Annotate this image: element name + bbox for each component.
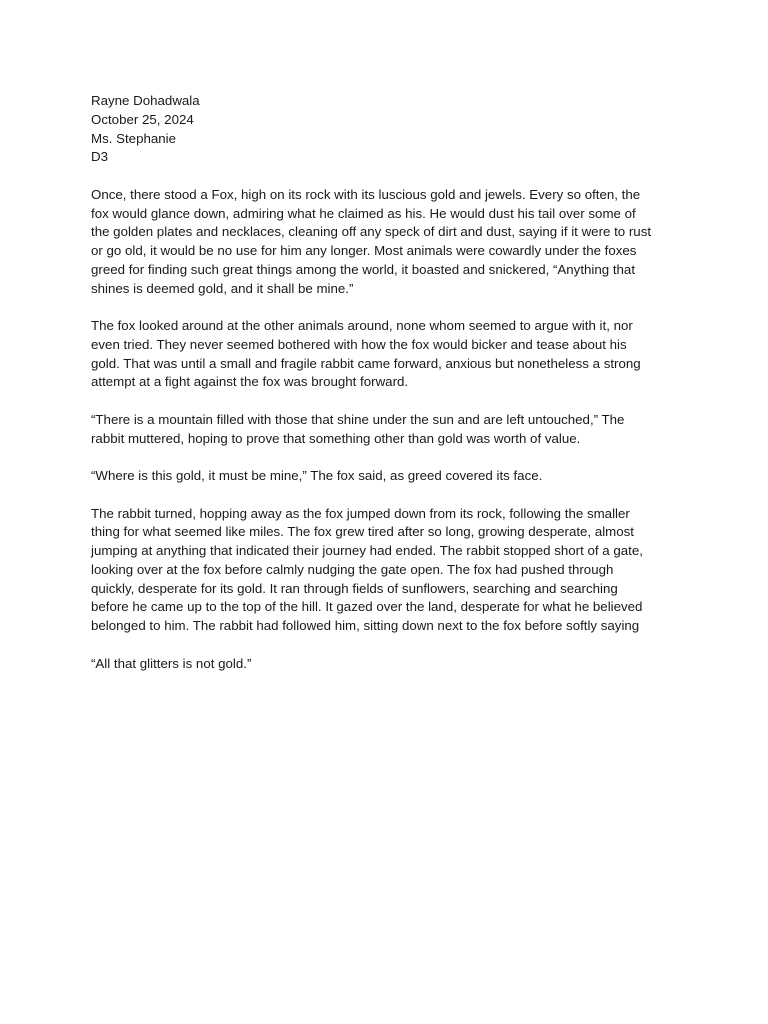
paragraph-1 [91,186,691,299]
text-line: The rabbit turned, hopping away as the fox jumped down from its rock, following the smaller [91,505,630,521]
text-line: The fox looked around at the other animals around, none whom seemed to argue with it, nor [91,318,633,333]
spacer [91,392,691,411]
text-line: the golden plates and necklaces, cleaning off any speck of dirt and dust, saying if it were to rust [91,224,652,240]
document-date: October 25, 2024 [91,111,194,127]
text-line: greed for finding such great things among the world, it boasted and snickered, “Anything that [91,261,636,277]
text-line: quickly, desperate for its gold. It ran through fields of sunflowers, searching and searching [91,580,618,596]
paragraph-6 [91,655,691,674]
text-line: jumping at anything that indicated their journey had ended. The rabbit stopped short of a gate, [91,543,643,558]
text-line: “Where is this gold, it must be mine,” The fox said, as greed covered its face. [91,468,543,483]
text-line: “There is a mountain filled with those that shine under the sun and are left untouched,” The [91,411,625,427]
text-line: thing for what seemed like miles. The fox grew tired after so long, growing desperate, almost [91,524,634,540]
text-line: shines is deemed gold, and it shall be mine.” [91,280,354,296]
paragraph-2 [91,317,691,392]
text-line: attempt at a fight against the fox was brought forward. [91,374,409,390]
text-line: fox would glance down, admiring what he claimed as his. He would dust his tail over some of [91,205,636,221]
class-period: D3 [91,149,108,165]
text-line: even tried. They never seemed bothered with how the fox would bicker and tease about his [91,336,627,352]
spacer [91,448,691,467]
teacher-name: Ms. Stephanie [91,130,177,146]
spacer [91,486,691,505]
spacer [91,636,691,655]
paragraph-3 [91,411,691,449]
text-line: belonged to him. The rabbit had followed him, sitting down next to the fox before softly saying [91,618,640,633]
text-line: Once, there stood a Fox, high on its rock with its luscious gold and jewels. Every so often, the [91,186,641,202]
spacer [91,298,691,317]
text-line: gold. That was until a small and fragile rabbit came forward, anxious but nonetheless a strong [91,355,641,371]
heading-block [91,92,691,167]
text-line: or go old, it would be no use for him any longer. Most animals were cowardly under the foxes [91,243,637,258]
spacer [91,167,691,186]
text-line: looking over at the fox before calmly nudging the gate open. The fox had pushed through [91,561,614,577]
author-name: Rayne Dohadwala [91,93,200,108]
text-line: before he came up to the top of the hill. It gazed over the land, desperate for what he believed [91,599,643,615]
paragraph-5 [91,505,691,636]
document-body [91,92,691,673]
text-line: rabbit muttered, hoping to prove that something other than gold was worth of value. [91,430,581,446]
closing-quote: “All that glitters is not gold.” [91,655,252,671]
paragraph-4 [91,467,691,486]
